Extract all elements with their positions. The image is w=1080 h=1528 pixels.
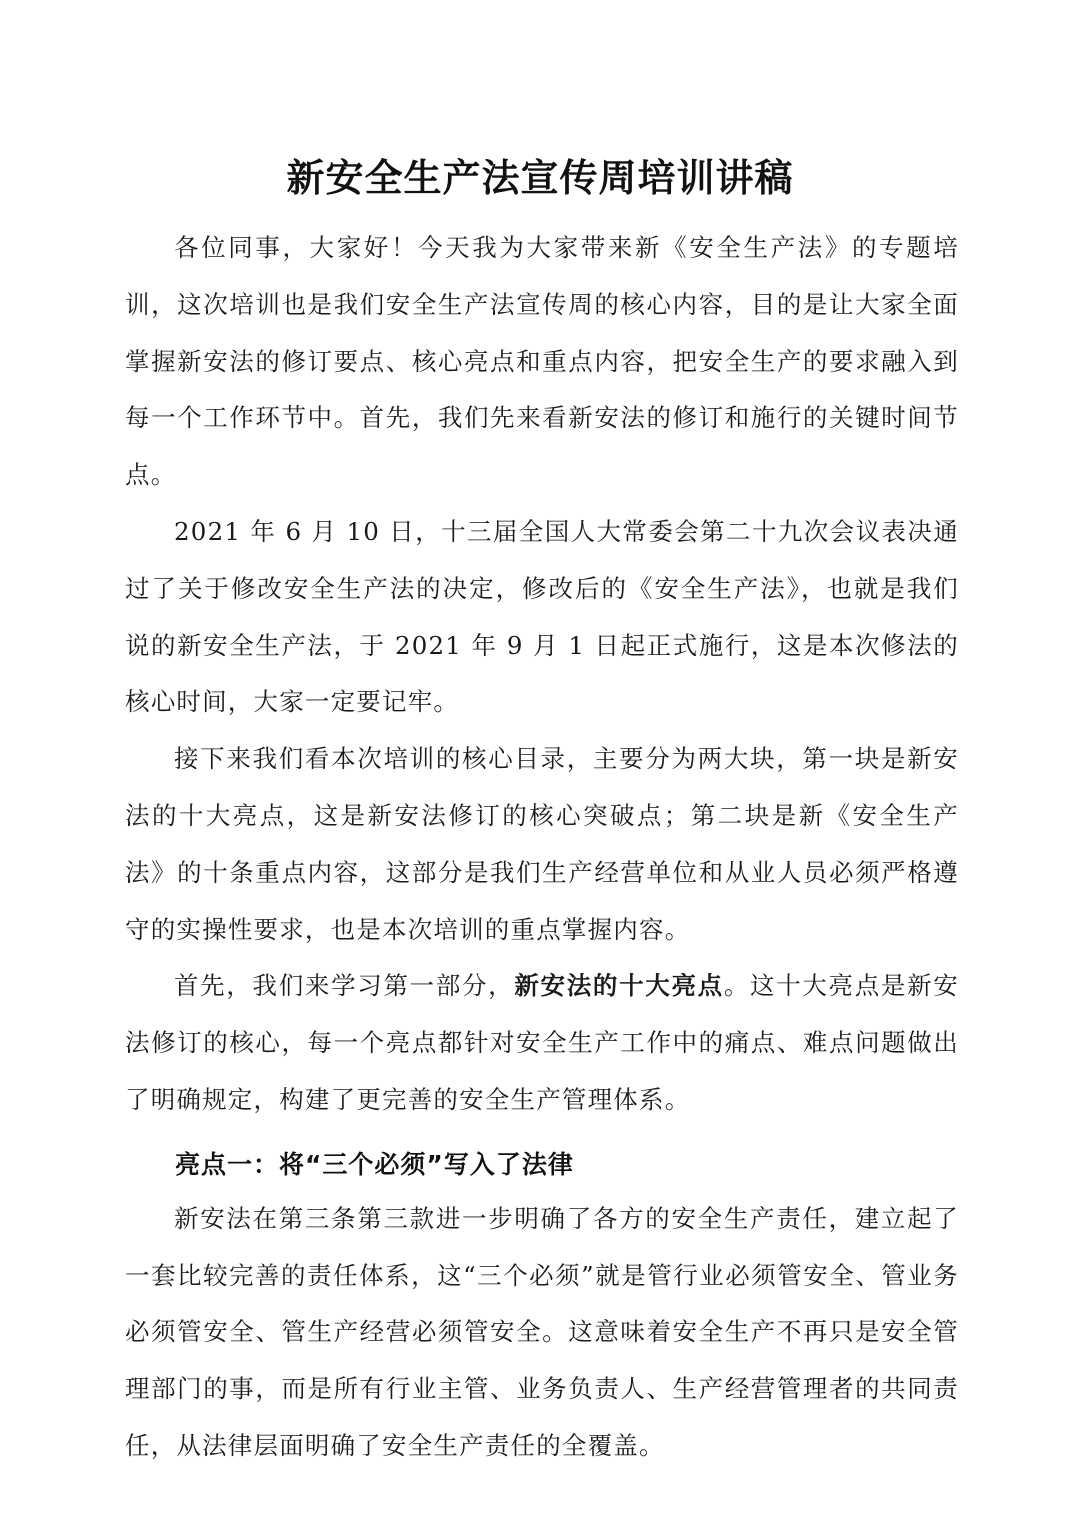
document-title: 新安全生产法宣传周培训讲稿	[286, 156, 794, 200]
highlights-intro-lead: 首先，我们来学习第一部分，	[174, 971, 515, 1001]
document-body	[125, 220, 959, 1475]
paragraph-dates: 2021 年 6 月 10 日，十三届全国人大常委会第二十九次会议表决通过了关于修改安全生产法的决定，修改后的《安全生产法》，也就是我们说的新安全生产法，于 2021 年 9 月 1 日起正式施行，这是本次修法的核心时间，大家一定要记牢。	[125, 516, 959, 717]
paragraph-highlight-1: 新安法在第三条第三款进一步明确了各方的安全生产责任，建立起了一套比较完善的责任体系，这“三个必须”就是管行业必须管安全、管业务必须管安全、管生产经营必须管安全。这意味着安全生产不再只是安全管理部门的事，而是所有行业主管、业务负责人、生产经营管理者的共同责任，从法律层面明确了安全生产责任的全覆盖。	[125, 1203, 959, 1460]
paragraph-outline: 接下来我们看本次培训的核心目录，主要分为两大块，第一块是新安法的十大亮点，这是新安法修订的核心突破点；第二块是新《安全生产法》的十条重点内容，这部分是我们生产经营单位和从业人员必须严格遵守的实操性要求，也是本次培训的重点掌握内容。	[125, 744, 959, 944]
paragraph-intro: 各位同事，大家好！今天我为大家带来新《安全生产法》的专题培训，这次培训也是我们安全生产法宣传周的核心内容，目的是让大家全面掌握新安法的修订要点、核心亮点和重点内容，把安全生产的要求融入到每一个工作环节中。首先，我们先来看新安法的修订和施行的关键时间节点。	[125, 233, 959, 490]
section-heading-highlight-1: 亮点一：将“三个必须”写入了法律	[175, 1149, 574, 1179]
paragraph-highlights-intro	[125, 958, 959, 1128]
highlights-intro-rest: 。这十大亮点是新安法修订的核心，每一个亮点都针对安全生产工作中的痛点、难点问题做出了明确规定，构建了更完善的安全生产管理体系。	[125, 971, 959, 1114]
highlights-intro-bold: 新安法的十大亮点	[514, 971, 724, 1001]
